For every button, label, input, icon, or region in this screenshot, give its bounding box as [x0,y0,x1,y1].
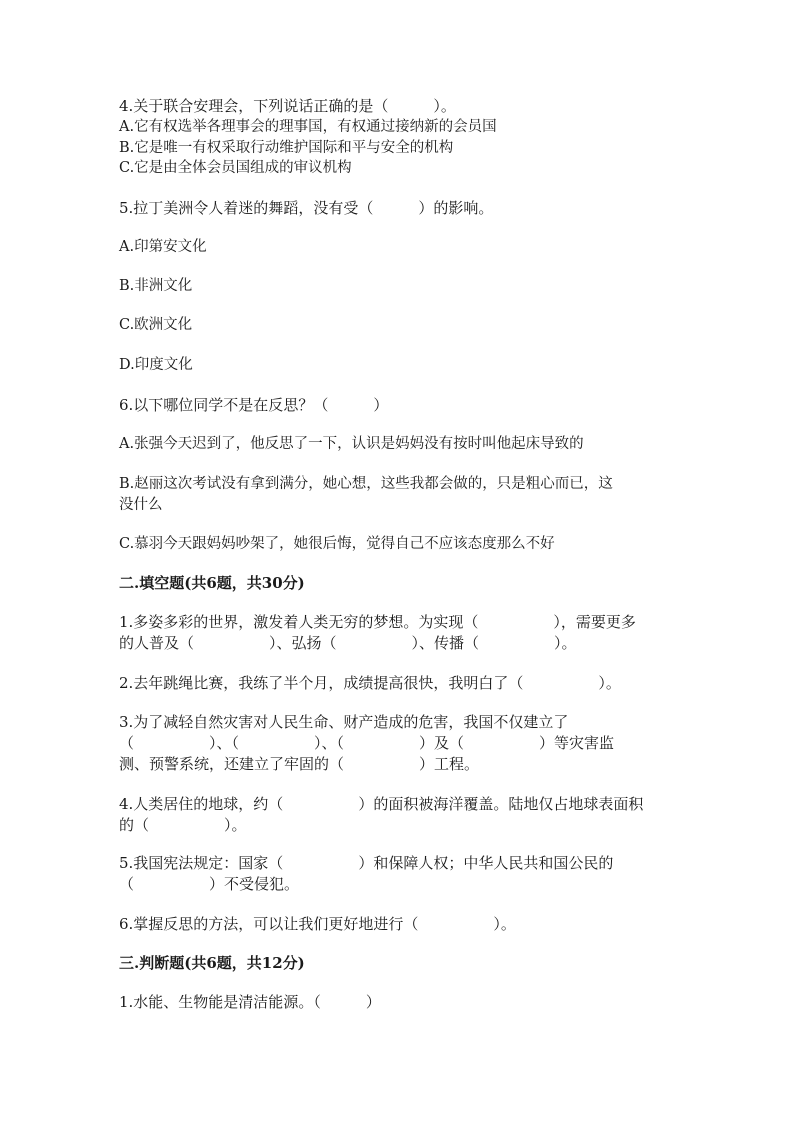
question-4-stem: 4.关于联合安理会，下列说话正确的是（ ）。 [119,97,456,115]
section-3-heading: 三.判断题(共6题，共12分) [119,954,305,972]
fill-question-4-line-1: 4.人类居住的地球，约（ ）的面积被海洋覆盖。陆地仅占地球表面积 [119,795,644,813]
fill-question-1-line-2: 的人普及（ ）、弘扬（ ）、传播（ ）。 [119,634,577,652]
fill-question-4-line-2: 的（ ）。 [119,816,247,834]
fill-question-2: 2.去年跳绳比赛，我练了半个月，成绩提高很快，我明白了（ ）。 [119,674,621,692]
fill-question-5-line-1: 5.我国宪法规定：国家（ ）和保障人权；中华人民共和国公民的 [119,854,614,872]
fill-question-3-line-3: 测、预警系统，还建立了牢固的（ ）工程。 [119,755,480,773]
section-2-heading: 二.填空题(共6题，共30分) [119,574,305,592]
fill-question-3-line-1: 3.为了减轻自然灾害对人民生命、财产造成的危害，我国不仅建立了 [119,713,569,731]
question-5-option-d: D.印度文化 [119,357,193,373]
fill-question-6: 6.掌握反思的方法，可以让我们更好地进行（ ）。 [119,915,516,933]
question-4-option-c: C.它是由全体会员国组成的审议机构 [119,160,352,176]
question-5-stem: 5.拉丁美洲令人着迷的舞蹈，没有受（ ）的影响。 [119,199,494,217]
question-5-option-b: B.非洲文化 [119,278,193,294]
question-6-option-a: A.张强今天迟到了，他反思了一下，认识是妈妈没有按时叫他起床导致的 [119,436,584,452]
question-6-option-c: C.慕羽今天跟妈妈吵架了，她很后悔，觉得自己不应该态度那么不好 [119,536,555,552]
fill-question-5-line-2: （ ）不受侵犯。 [119,875,300,893]
question-4-option-a: A.它有权选举各理事会的理事国，有权通过接纳新的会员国 [119,119,497,135]
question-6-option-b-cont: 没什么 [119,497,163,513]
question-5-option-a: A.印第安文化 [119,239,207,255]
judge-question-1: 1.水能、生物能是清洁能源。（ ） [119,993,381,1011]
fill-question-3-line-2: （ ）、（ ）、（ ）及（ ）等灾害监 [119,734,615,752]
question-6-option-b: B.赵丽这次考试没有拿到满分，她心想，这些我都会做的，只是粗心而已，这 [119,476,613,492]
question-6-stem: 6.以下哪位同学不是在反思？（ ） [119,396,389,414]
question-5-option-c: C.欧洲文化 [119,317,193,333]
fill-question-1-line-1: 1.多姿多彩的世界，激发着人类无穷的梦想。为实现（ ），需要更多 [119,613,636,631]
question-4-option-b: B.它是唯一有权采取行动维护国际和平与安全的机构 [119,140,454,156]
